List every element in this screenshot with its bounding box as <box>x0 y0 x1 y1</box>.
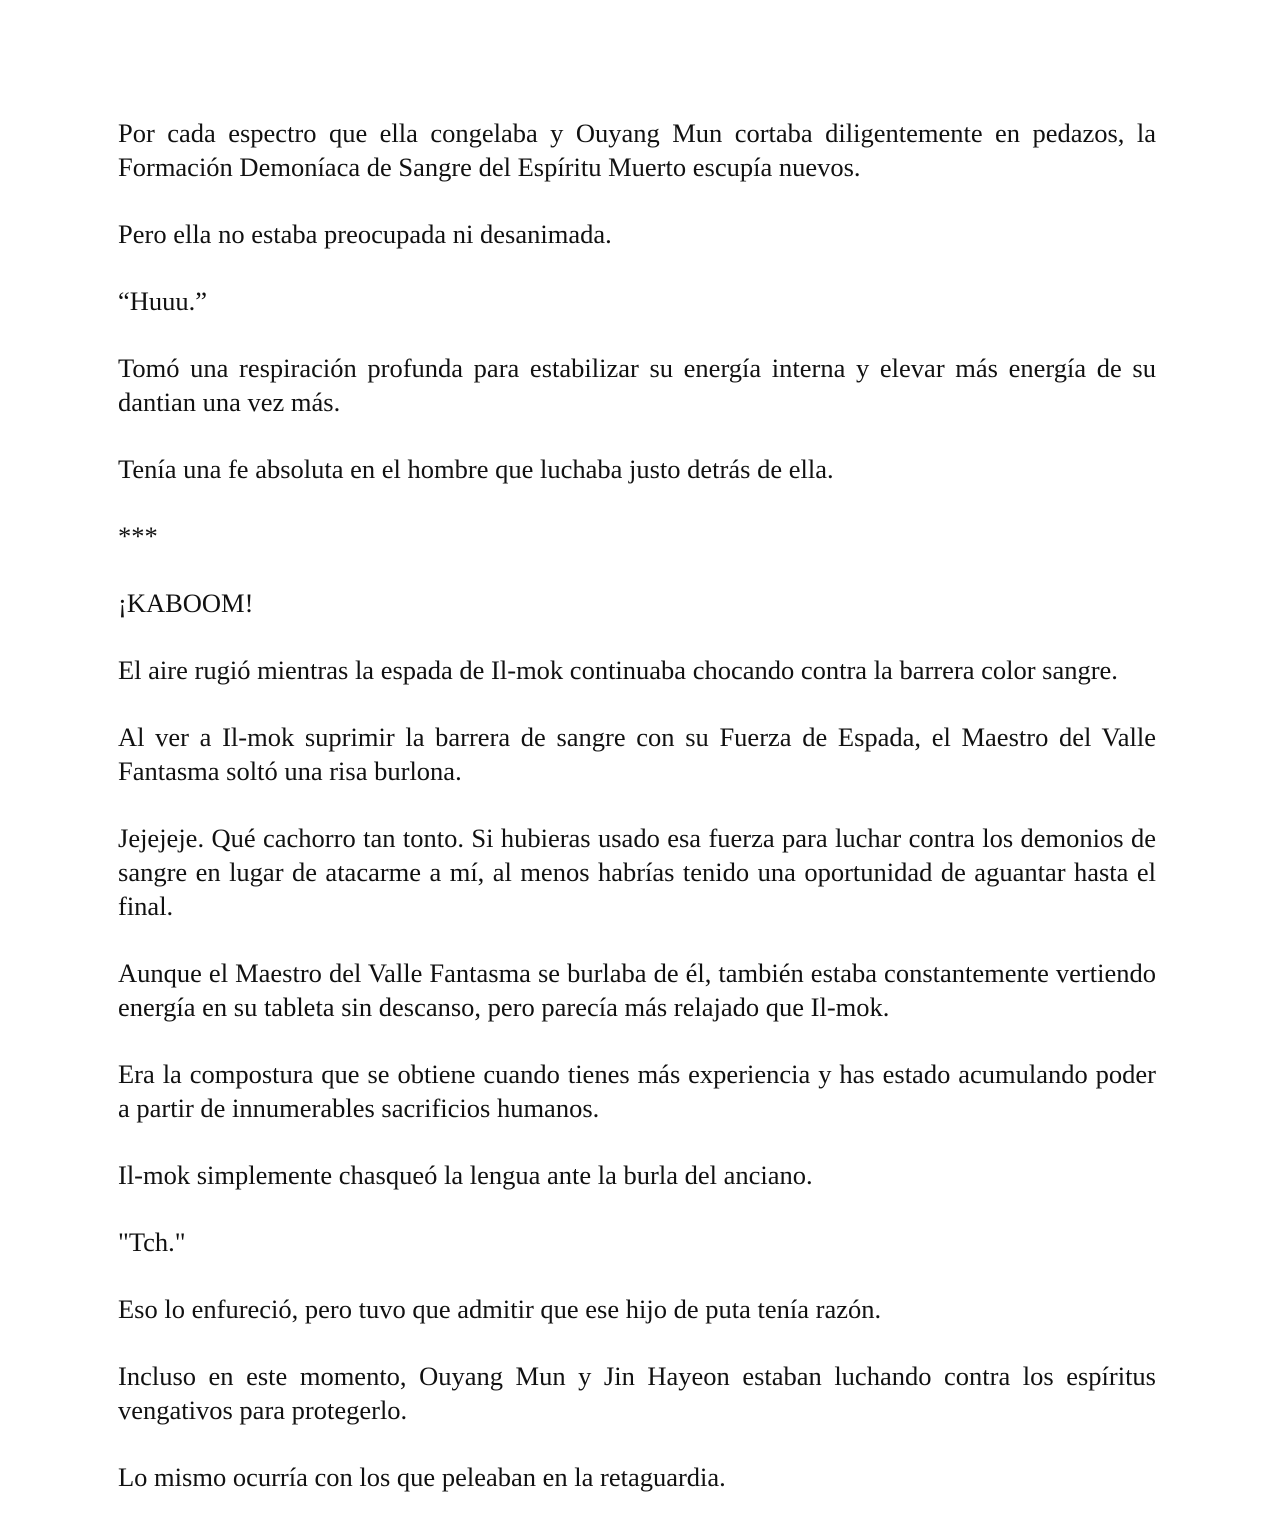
paragraph: Il-mok simplemente chasqueó la lengua ante la burla del anciano. <box>118 1160 813 1190</box>
paragraph: Por cada espectro que ella congelaba y Ouyang Mun cortaba diligentemente en pedazos, la Formación Demoníaca de Sangre del Espíritu Muerto escupía nuevos. <box>118 118 1156 182</box>
scene-break: *** <box>118 521 158 551</box>
paragraph: El aire rugió mientras la espada de Il-mok continuaba chocando contra la barrera color sangre. <box>118 655 1118 685</box>
paragraph: Lo mismo ocurría con los que peleaban en la retaguardia. <box>118 1462 726 1492</box>
paragraph: Incluso en este momento, Ouyang Mun y Jin Hayeon estaban luchando contra los espíritus vengativos para protegerlo. <box>118 1361 1156 1425</box>
paragraph: Jejejeje. Qué cachorro tan tonto. Si hubieras usado esa fuerza para luchar contra los demonios de sangre en lugar de atacarme a mí, al menos habrías tenido una oportunidad de aguantar hasta el final. <box>118 823 1156 921</box>
paragraph: Aunque el Maestro del Valle Fantasma se burlaba de él, también estaba constantemente vertiendo energía en su tableta sin descanso, pero parecía más relajado que Il-mok. <box>118 958 1156 1022</box>
paragraph: Eso lo enfureció, pero tuvo que admitir que ese hijo de puta tenía razón. <box>118 1294 882 1324</box>
document-page <box>118 116 1156 1494</box>
paragraph: “Huuu.” <box>118 286 208 316</box>
paragraph: Tenía una fe absoluta en el hombre que luchaba justo detrás de ella. <box>118 454 834 484</box>
paragraph: "Tch." <box>118 1227 186 1257</box>
paragraph: Tomó una respiración profunda para estabilizar su energía interna y elevar más energía de su dantian una vez más. <box>118 353 1156 417</box>
paragraph: Pero ella no estaba preocupada ni desanimada. <box>118 219 612 249</box>
paragraph: Al ver a Il-mok suprimir la barrera de sangre con su Fuerza de Espada, el Maestro del Valle Fantasma soltó una risa burlona. <box>118 722 1156 786</box>
paragraph: ¡KABOOM! <box>118 588 254 618</box>
paragraph: Era la compostura que se obtiene cuando tienes más experiencia y has estado acumulando poder a partir de innumerables sacrificios humanos. <box>118 1059 1156 1123</box>
